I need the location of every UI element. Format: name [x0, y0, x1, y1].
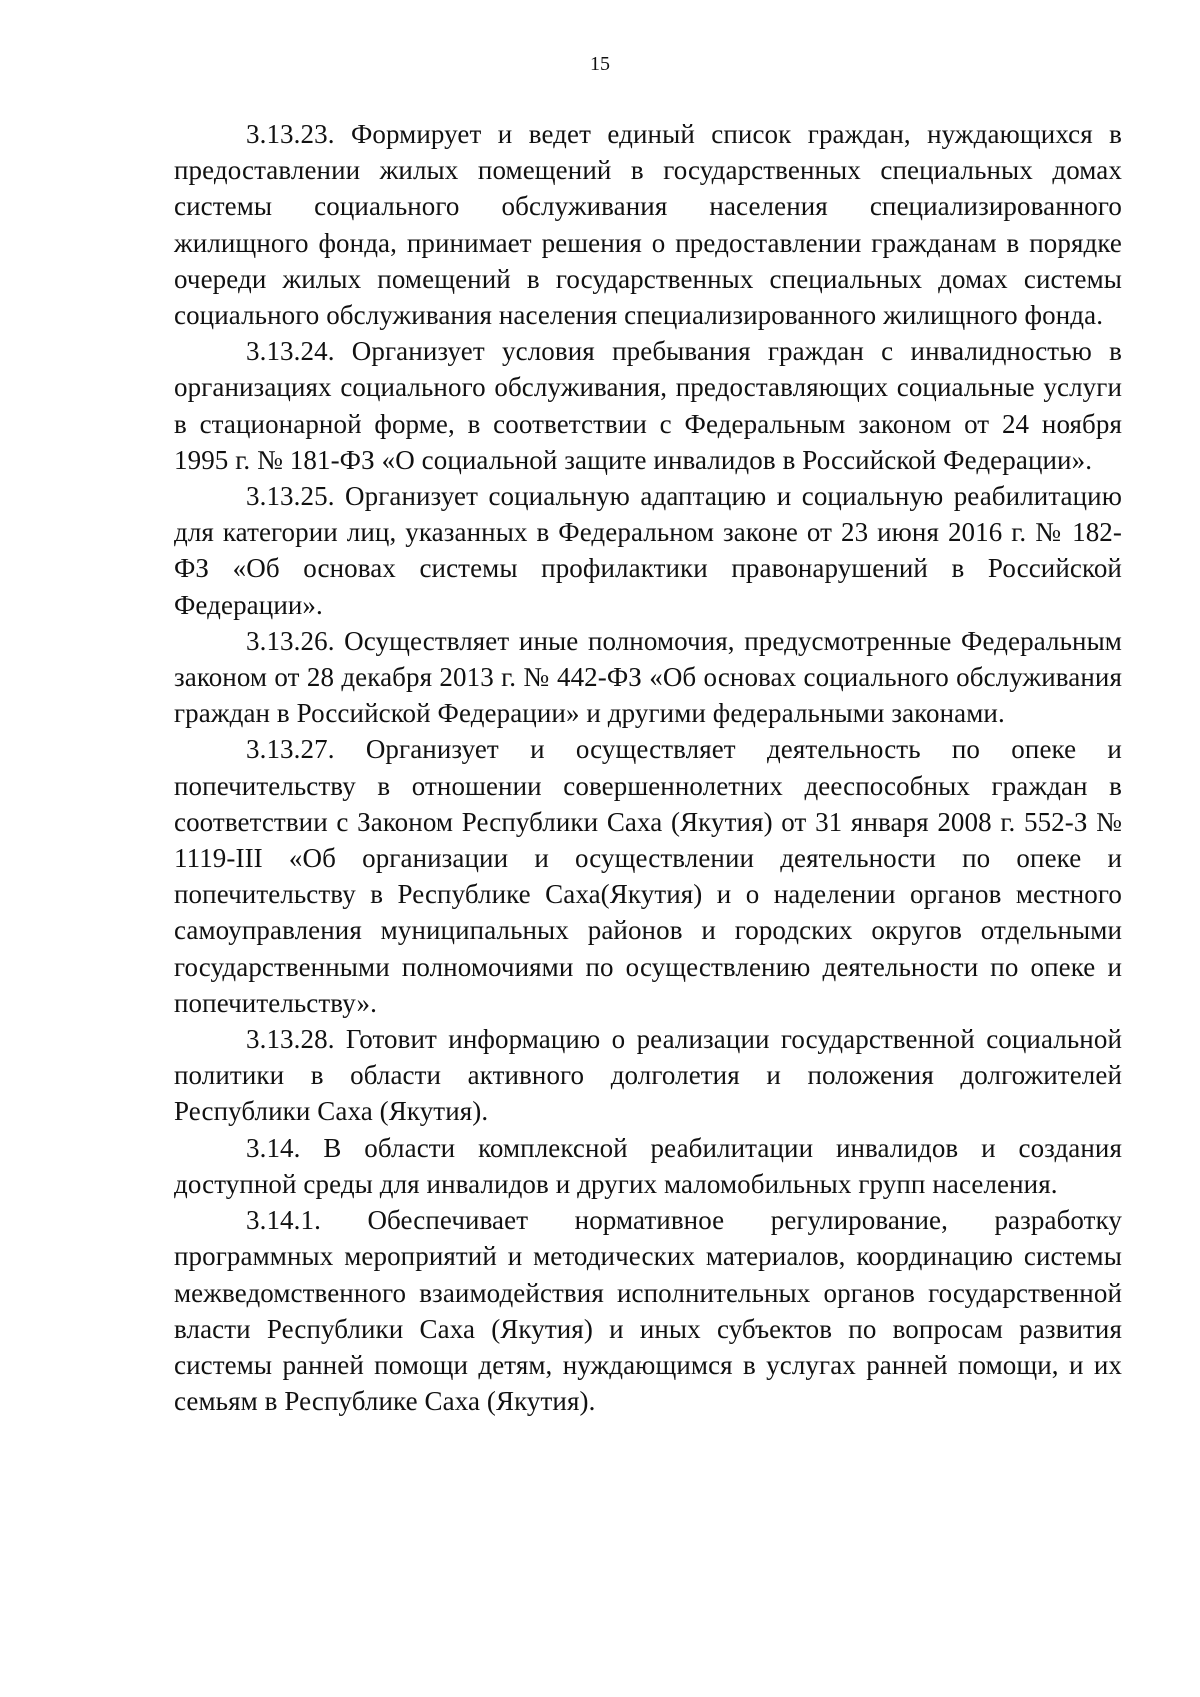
document-body: [174, 116, 1122, 1419]
paragraph-3-13-26: 3.13.26. Осуществляет иные полномочия, предусмотренные Федеральным законом от 28 декабря 2013 г. № 442-ФЗ «Об основах социального обслуживания граждан в Российской Федерации» и другими федеральными законами.: [174, 625, 1122, 729]
paragraph-3-14-1: 3.14.1. Обеспечивает нормативное регулирование, разработку программных мероприятий и методических материалов, координацию системы межведомственного взаимодействия исполнительных органов государственной власти Республики Саха (Якутия) и иных субъектов по вопросам развития системы ранней помощи детям, нуждающимся в услугах ранней помощи, и их семьям в Республике Саха (Якутия).: [174, 1205, 1122, 1417]
page-number: 15: [590, 53, 610, 75]
paragraph-3-14: 3.14. В области комплексной реабилитации инвалидов и создания доступной среды для инвалидов и других маломобильных групп населения.: [174, 1132, 1122, 1199]
paragraph-3-13-27: 3.13.27. Организует и осуществляет деятельность по опеке и попечительству в отношении совершеннолетних дееспособных граждан в соответствии с Законом Республики Саха (Якутия) от 31 января 2008 г. 552-З № 1119-III «Об организации и осуществлении деятельности по опеке и попечительству в Республике Саха(Якутия) и о наделении органов местного самоуправления муниципальных районов и городских округов отдельными государственными полномочиями по осуществлению деятельности по опеке и попечительству».: [174, 734, 1122, 1018]
paragraph-3-13-28: 3.13.28. Готовит информацию о реализации государственной социальной политики в области активного долголетия и положения долгожителей Республики Саха (Якутия).: [174, 1024, 1122, 1127]
paragraph-3-13-23: 3.13.23. Формирует и ведет единый список граждан, нуждающихся в предоставлении жилых помещений в государственных специальных домах системы социального обслуживания населения специализированного жилищного фонда, принимает решения о предоставлении гражданам в порядке очереди жилых помещений в государственных специальных домах системы социального обслуживания населения специализированного жилищного фонда.: [174, 119, 1122, 331]
paragraph-3-13-25: 3.13.25. Организует социальную адаптацию и социальную реабилитацию для категории лиц, указанных в Федеральном законе от 23 июня 2016 г. № 182-ФЗ «Об основах системы профилактики правонарушений в Российской Федерации».: [174, 481, 1122, 620]
paragraph-3-13-24: 3.13.24. Организует условия пребывания граждан с инвалидностью в организациях социального обслуживания, предоставляющих социальные услуги в стационарной форме, в соответствии с Федеральным законом от 24 ноября 1995 г. № 181-ФЗ «О социальной защите инвалидов в Российской Федерации».: [174, 336, 1122, 475]
